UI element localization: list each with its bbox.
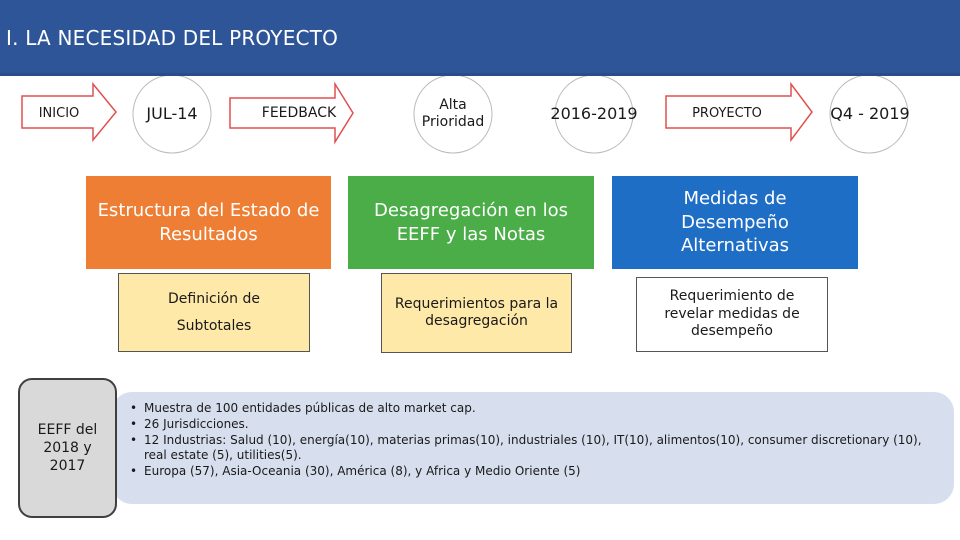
inicio-label: INICIO bbox=[38, 105, 80, 121]
eeff-box bbox=[18, 378, 117, 518]
medidas-box bbox=[612, 176, 858, 269]
requerimientos-text: Requerimientos para la desagregación bbox=[394, 295, 559, 329]
q4-label: Q4 - 2019 bbox=[830, 104, 910, 123]
bullet-regiones: • Europa (57), Asia-Oceania (30), América (8), y Africa y Medio Oriente (5) bbox=[130, 464, 940, 480]
revelar-box bbox=[636, 277, 828, 352]
subtotales-box bbox=[118, 273, 310, 352]
desagregacion-text: Desagregación en los EEFF y las Notas bbox=[374, 200, 568, 245]
eeff-label: EEFF del 2018 y 2017 bbox=[37, 421, 98, 475]
desagregacion-box bbox=[348, 176, 594, 269]
jul14-label: JUL-14 bbox=[146, 104, 198, 123]
title-bar bbox=[0, 0, 960, 76]
sample-info-panel bbox=[112, 392, 954, 504]
feedback-label: FEEDBACK bbox=[261, 105, 337, 122]
page-title: I. LA NECESIDAD DEL PROYECTO bbox=[6, 26, 339, 50]
bullet-muestra: • Muestra de 100 entidades públicas de alto market cap. bbox=[130, 401, 940, 417]
bullet-jurisdicciones: • 26 Jurisdicciones. bbox=[130, 417, 940, 433]
proyecto-label: PROYECTO bbox=[692, 105, 762, 121]
bullet-industrias: • 12 Industrias: Salud (10), energía(10), materias primas(10), industriales (10), IT(10), alimentos(10), consumer discretionary (10), real estate (5), utilities(5). bbox=[130, 433, 940, 465]
period-label: 2016-2019 bbox=[550, 104, 638, 123]
estructura-box bbox=[86, 176, 331, 269]
alta-prioridad-label: Alta Prioridad bbox=[421, 96, 485, 130]
subtotales-text: Definición de Subtotales bbox=[168, 290, 260, 334]
estructura-text: Estructura del Estado de Resultados bbox=[97, 200, 320, 245]
medidas-text: Medidas de Desempeño Alternativas bbox=[680, 188, 790, 257]
requerimientos-box bbox=[381, 273, 572, 353]
revelar-text: Requerimiento de revelar medidas de desempeño bbox=[664, 288, 800, 340]
sample-info-list bbox=[130, 401, 940, 480]
